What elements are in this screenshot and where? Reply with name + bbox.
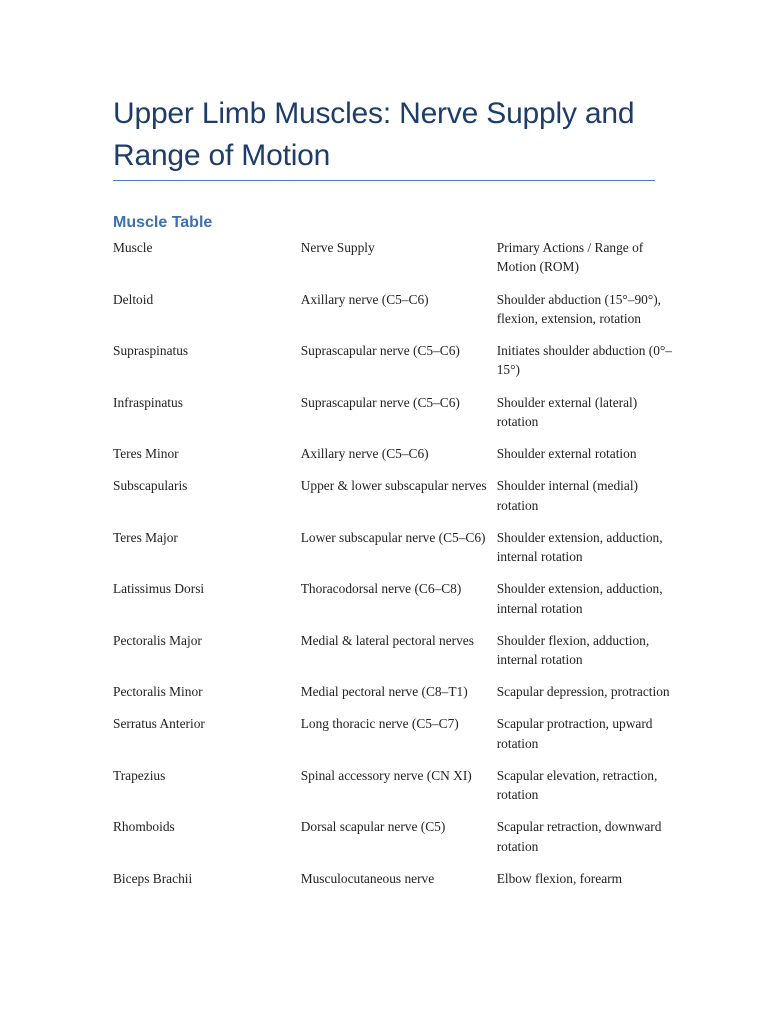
cell-muscle: Teres Major	[113, 529, 178, 545]
cell-nerve-supply: Medial pectoral nerve (C8–T1)	[300, 684, 468, 700]
cell-muscle: Latissimus Dorsi	[113, 581, 205, 597]
table-row	[113, 528, 673, 580]
table-row	[113, 817, 673, 869]
cell-nerve-supply: Long thoracic nerve (C5–C7)	[300, 716, 459, 732]
table-row	[113, 869, 673, 901]
cell-primary-actions: Scapular depression, protraction	[496, 684, 670, 700]
table-header-row	[113, 238, 673, 290]
header-muscle: Muscle	[113, 240, 153, 255]
table-header	[113, 238, 673, 290]
table-row	[113, 766, 673, 818]
cell-muscle: Supraspinatus	[113, 343, 189, 358]
table-row	[113, 714, 673, 766]
cell-muscle: Rhomboids	[113, 819, 175, 835]
table-row	[113, 682, 673, 714]
cell-muscle: Subscapularis	[113, 478, 188, 494]
section-heading: Muscle Table	[113, 214, 213, 231]
cell-primary-actions: Shoulder external rotation	[496, 446, 637, 461]
cell-primary-actions: Scapular elevation, retraction, rotation	[496, 767, 658, 803]
cell-primary-actions: Shoulder flexion, adduction, internal rotation	[496, 632, 650, 667]
cell-nerve-supply: Axillary nerve (C5–C6)	[300, 291, 429, 307]
title-underline	[113, 180, 655, 181]
cell-nerve-supply: Thoracodorsal nerve (C6–C8)	[300, 581, 462, 597]
cell-primary-actions: Initiates shoulder abduction (0°–15°)	[496, 343, 673, 378]
table-row	[113, 393, 673, 445]
cell-primary-actions: Scapular retraction, downward rotation	[496, 819, 662, 854]
cell-nerve-supply: Suprascapular nerve (C5–C6)	[300, 394, 460, 410]
table-row	[113, 444, 673, 476]
cell-nerve-supply: Medial & lateral pectoral nerves	[300, 632, 474, 648]
cell-primary-actions: Elbow flexion, forearm	[496, 870, 623, 886]
cell-nerve-supply: Dorsal scapular nerve (C5)	[300, 819, 446, 835]
cell-primary-actions: Shoulder external (lateral) rotation	[496, 394, 638, 429]
table-row	[113, 290, 673, 342]
cell-muscle: Pectoralis Major	[113, 632, 202, 648]
cell-nerve-supply: Suprascapular nerve (C5–C6)	[300, 343, 460, 358]
muscle-table	[113, 238, 673, 901]
header-primary-actions: Primary Actions / Range of Motion (ROM)	[496, 240, 644, 275]
cell-nerve-supply: Axillary nerve (C5–C6)	[300, 446, 429, 461]
cell-nerve-supply: Spinal accessory nerve (CN XI)	[300, 767, 472, 783]
cell-primary-actions: Shoulder abduction (15°–90°), flexion, extension, rotation	[496, 291, 662, 326]
cell-muscle: Biceps Brachii	[113, 870, 193, 886]
table-body	[113, 290, 673, 901]
cell-muscle: Pectoralis Minor	[113, 684, 203, 700]
table-row	[113, 579, 673, 631]
cell-nerve-supply: Upper & lower subscapular nerves	[300, 478, 487, 494]
cell-primary-actions: Shoulder extension, adduction, internal rotation	[496, 529, 663, 564]
cell-muscle: Deltoid	[113, 291, 154, 307]
table-row	[113, 476, 673, 528]
cell-primary-actions: Shoulder internal (medial) rotation	[496, 478, 639, 513]
cell-muscle: Trapezius	[113, 767, 166, 783]
cell-muscle: Infraspinatus	[113, 394, 183, 410]
cell-muscle: Serratus Anterior	[113, 716, 205, 732]
table-row	[113, 341, 673, 393]
cell-nerve-supply: Musculocutaneous nerve	[300, 870, 435, 886]
header-nerve-supply: Nerve Supply	[300, 240, 375, 255]
cell-muscle: Teres Minor	[113, 446, 179, 461]
page-title: Upper Limb Muscles: Nerve Supply and Range of Motion	[113, 97, 635, 172]
cell-primary-actions: Scapular protraction, upward rotation	[496, 716, 653, 751]
cell-nerve-supply: Lower subscapular nerve (C5–C6)	[300, 529, 486, 545]
table-row	[113, 631, 673, 683]
cell-primary-actions: Shoulder extension, adduction, internal rotation	[496, 581, 663, 616]
